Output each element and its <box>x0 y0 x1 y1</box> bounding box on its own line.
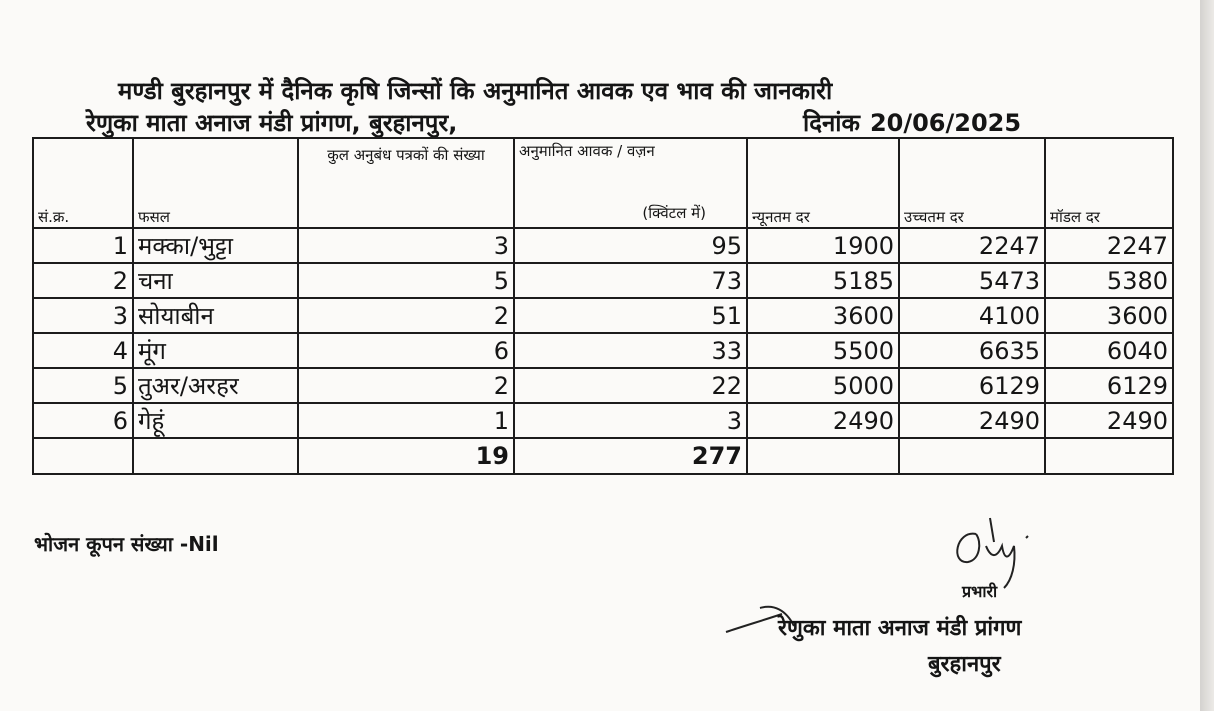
table-row <box>33 403 1173 438</box>
header-arrival-unit: (क्विंटल में) <box>642 204 706 222</box>
cell-contracts: 2 <box>298 298 514 333</box>
cell-min-rate: 3600 <box>747 298 899 333</box>
cell-max-rate: 2490 <box>899 403 1045 438</box>
office-city: बुरहानपुर <box>928 652 1001 677</box>
header-crop: फसल <box>133 138 298 228</box>
cell-arrival: 22 <box>514 368 747 403</box>
table-row <box>33 333 1173 368</box>
cell-crop: गेहूं <box>133 403 298 438</box>
cell-model-rate: 6129 <box>1045 368 1173 403</box>
header-arrival <box>514 138 747 228</box>
cell-crop: मूंग <box>133 333 298 368</box>
header-min-rate: न्यूनतम दर <box>747 138 899 228</box>
cell-crop: चना <box>133 263 298 298</box>
cell-model-rate: 5380 <box>1045 263 1173 298</box>
cell-contracts: 2 <box>298 368 514 403</box>
cell-arrival: 95 <box>514 228 747 263</box>
office-name: रेणुका माता अनाज मंडी प्रांगण <box>778 616 1022 641</box>
cell-model-rate: 2490 <box>1045 403 1173 438</box>
document-title: मण्डी बुरहानपुर में दैनिक कृषि जिन्सों कि अनुमानित आवक एव भाव की जानकारी <box>118 77 833 105</box>
cell-min-rate: 2490 <box>747 403 899 438</box>
cell-contracts: 1 <box>298 403 514 438</box>
cell-arrival: 73 <box>514 263 747 298</box>
table-row <box>33 368 1173 403</box>
table-row <box>33 263 1173 298</box>
cell-contracts: 3 <box>298 228 514 263</box>
header-max-rate: उच्चतम दर <box>899 138 1045 228</box>
header-model-rate: मॉडल दर <box>1045 138 1173 228</box>
cell-max-rate: 6129 <box>899 368 1045 403</box>
cell-serial: 5 <box>33 368 133 403</box>
incharge-label: प्रभारी <box>962 582 998 601</box>
market-name: रेणुका माता अनाज मंडी प्रांगण, बुरहानपुर, <box>86 109 458 137</box>
cell-empty <box>133 438 298 474</box>
report-date <box>803 106 1031 139</box>
header-contracts: कुल अनुबंध पत्रकों की संख्या <box>298 138 514 228</box>
cell-model-rate: 2247 <box>1045 228 1173 263</box>
cell-min-rate: 5185 <box>747 263 899 298</box>
cell-min-rate: 1900 <box>747 228 899 263</box>
table-total-row <box>33 438 1173 474</box>
cell-arrival: 33 <box>514 333 747 368</box>
cell-min-rate: 5500 <box>747 333 899 368</box>
date-label: दिनांक <box>803 109 860 137</box>
cell-empty <box>747 438 899 474</box>
cell-serial: 3 <box>33 298 133 333</box>
cell-empty <box>899 438 1045 474</box>
table-row <box>33 298 1173 333</box>
cell-serial: 2 <box>33 263 133 298</box>
date-value: 20/06/2025 <box>869 109 1022 137</box>
total-arrival: 277 <box>514 438 747 474</box>
cell-serial: 6 <box>33 403 133 438</box>
cell-serial: 4 <box>33 333 133 368</box>
cell-contracts: 5 <box>298 263 514 298</box>
table-row <box>33 228 1173 263</box>
cell-empty <box>1045 438 1173 474</box>
cell-crop: तुअर/अरहर <box>133 368 298 403</box>
header-arrival-label: अनुमानित आवक / वज़न <box>519 142 655 160</box>
cell-max-rate: 6635 <box>899 333 1045 368</box>
cell-max-rate: 2247 <box>899 228 1045 263</box>
total-contracts: 19 <box>298 438 514 474</box>
cell-min-rate: 5000 <box>747 368 899 403</box>
cell-max-rate: 5473 <box>899 263 1045 298</box>
food-coupon-count: भोजन कूपन संख्या -Nil <box>34 532 219 556</box>
page-edge-shadow <box>1200 0 1214 711</box>
cell-arrival: 3 <box>514 403 747 438</box>
cell-crop: सोयाबीन <box>133 298 298 333</box>
cell-arrival: 51 <box>514 298 747 333</box>
cell-serial: 1 <box>33 228 133 263</box>
arrival-price-table <box>32 137 1174 475</box>
cell-contracts: 6 <box>298 333 514 368</box>
cell-model-rate: 3600 <box>1045 298 1173 333</box>
header-serial: सं.क्र. <box>33 138 133 228</box>
cell-crop: मक्का/भुट्टा <box>133 228 298 263</box>
cell-max-rate: 4100 <box>899 298 1045 333</box>
table-header-row <box>33 138 1173 228</box>
cell-model-rate: 6040 <box>1045 333 1173 368</box>
cell-empty <box>33 438 133 474</box>
